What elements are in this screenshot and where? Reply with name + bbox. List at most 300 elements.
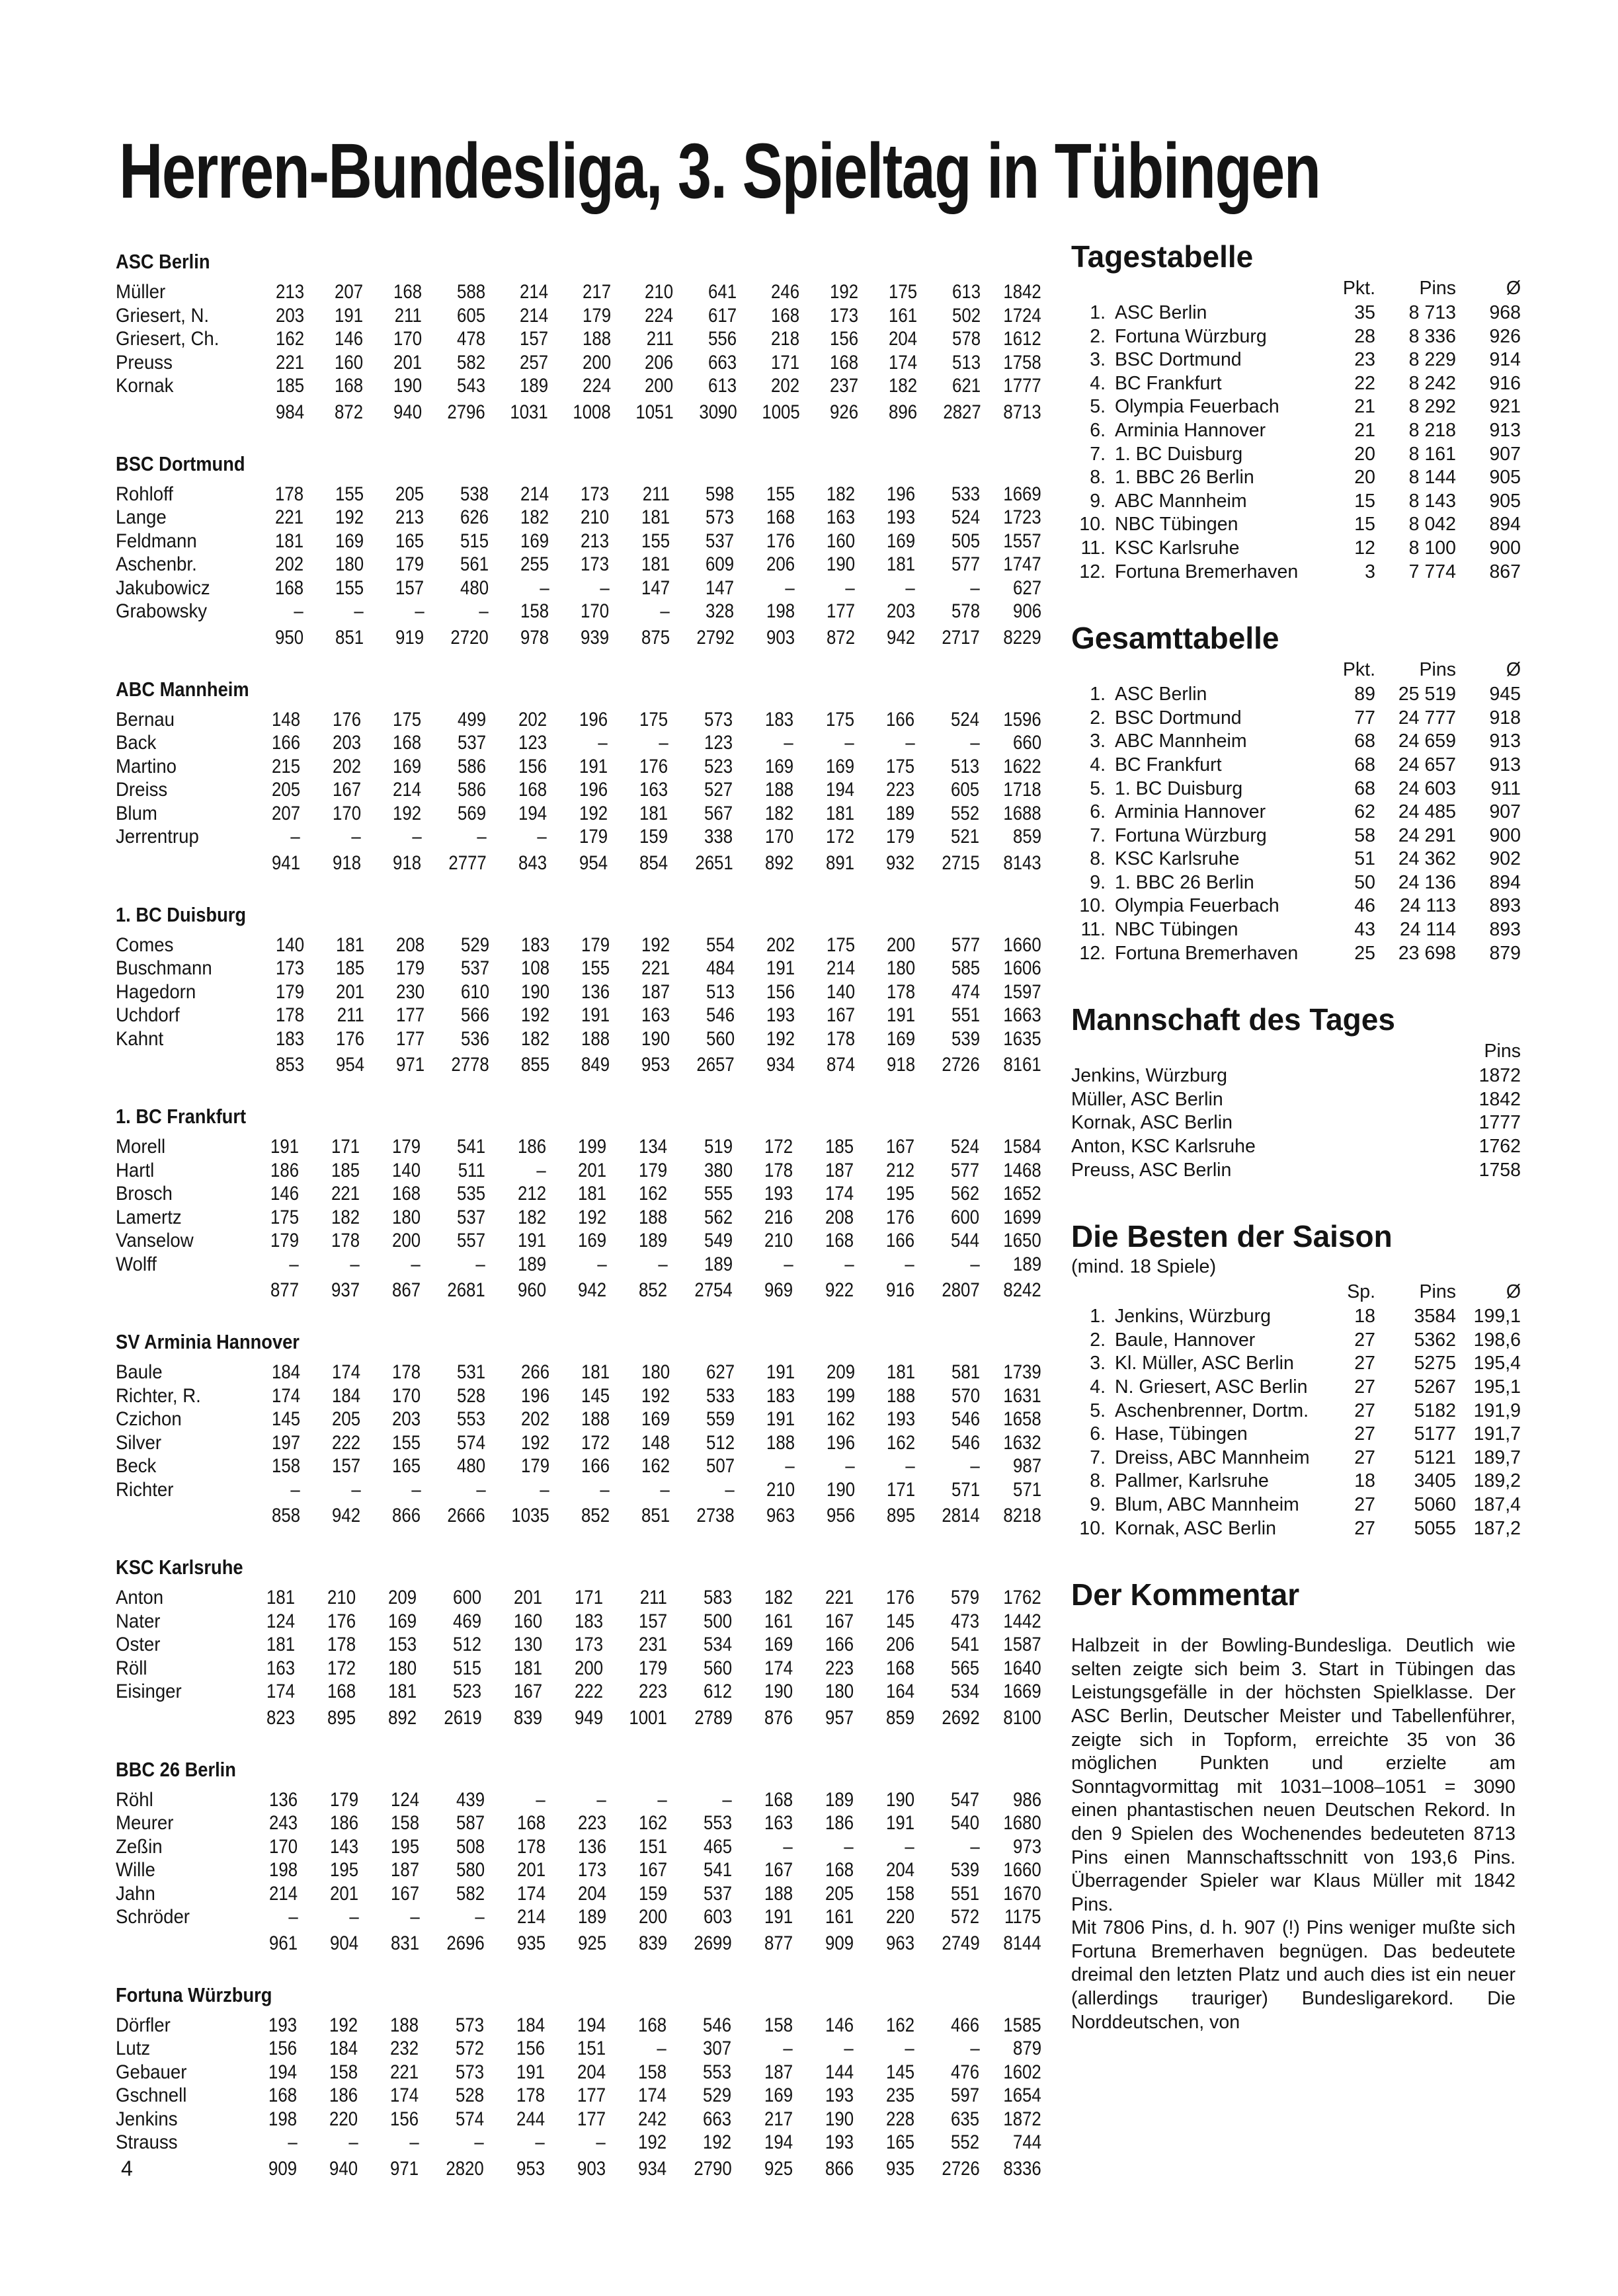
rank: 9. [1090, 490, 1106, 512]
score-cell: 1660 [1003, 1859, 1041, 1881]
score-cell: 170 [392, 1384, 421, 1407]
score-cell: 178 [392, 1361, 421, 1383]
score-cell: 147 [641, 576, 670, 599]
player-row [116, 1610, 1041, 1634]
standings-column [1071, 238, 1521, 2034]
total-cell: 925 [764, 2157, 793, 2180]
score-cell: 1670 [1003, 1882, 1041, 1905]
total-cell: 866 [392, 1505, 421, 1526]
score-cell: 537 [456, 1206, 485, 1228]
rank: 3. [1090, 731, 1106, 752]
score-cell: 174 [266, 1681, 296, 1702]
score-cell: 569 [458, 802, 487, 824]
score-cell: 179 [391, 1136, 421, 1158]
score-cell: 178 [827, 1027, 856, 1050]
score-cell: 155 [766, 483, 795, 505]
score-cell: 181 [514, 1657, 543, 1679]
score-cell: 191 [516, 2061, 545, 2083]
score-cell: 177 [396, 1004, 425, 1026]
points: 62 [1354, 801, 1375, 823]
total-cell: 855 [520, 1054, 549, 1076]
total-cell: 892 [387, 1706, 417, 1729]
score-cell: 190 [641, 1027, 670, 1050]
player-row [116, 576, 1041, 600]
points: 35 [1354, 302, 1375, 323]
score-cell: 465 [703, 1835, 733, 1858]
besten-der-saison-table [1071, 1279, 1521, 1540]
average: 893 [1489, 919, 1521, 941]
score-cell: 508 [456, 1835, 485, 1858]
team-name: Fortuna Bremerhaven [1115, 942, 1299, 964]
team-score-table [116, 1586, 1041, 1733]
points: 3 [1365, 561, 1375, 582]
mannschaft-des-tages-title: Mannschaft des Tages [1071, 1002, 1395, 1037]
col-pins-header: Pins [1419, 1281, 1456, 1303]
team-total-row [116, 1501, 1041, 1530]
score-cell: 140 [827, 980, 856, 1003]
score-cell: 168 [334, 375, 363, 397]
team-score-table [116, 933, 1041, 1080]
score-cell: – [970, 1253, 980, 1275]
score-cell: – [660, 600, 670, 622]
average: 913 [1489, 731, 1521, 752]
standings-row [1071, 777, 1521, 801]
standings-row [1071, 871, 1521, 895]
score-cell: – [410, 1906, 420, 1928]
score-cell: 174 [825, 1183, 854, 1205]
total-cell: 916 [886, 1279, 915, 1301]
rank: 8. [1090, 848, 1106, 870]
pins: 1842 [1478, 1088, 1521, 1110]
average: 968 [1489, 302, 1521, 323]
score-cell: 173 [577, 1859, 606, 1881]
pins: 1872 [1478, 1065, 1521, 1087]
score-cell: 162 [641, 1455, 670, 1477]
score-cell: – [600, 1478, 610, 1501]
score-cell: 1468 [1003, 1159, 1041, 1181]
player-row [116, 374, 1041, 398]
score-cell: 169 [886, 530, 916, 552]
score-cell: 162 [826, 1408, 856, 1430]
score-cell: 179 [581, 933, 610, 956]
score-cell: 231 [639, 1634, 668, 1655]
pins: 8 292 [1408, 396, 1456, 418]
total-cell: 925 [577, 1932, 606, 1954]
score-cell: 1688 [1003, 802, 1041, 824]
average: 911 [1490, 777, 1521, 799]
pins: 24 114 [1399, 919, 1456, 941]
rank: 12. [1079, 561, 1106, 582]
score-cell: 184 [329, 2038, 358, 2059]
score-cell: 528 [457, 1384, 486, 1407]
score-cell: 157 [519, 328, 548, 350]
score-cell: 170 [581, 600, 610, 622]
total-cell: 852 [581, 1505, 610, 1526]
player-row [1071, 1423, 1521, 1446]
table-header [1071, 656, 1521, 683]
score-cell: 160 [334, 351, 363, 374]
score-cell: 181 [641, 506, 670, 528]
total-cell: 942 [332, 1505, 361, 1526]
score-cell: 178 [275, 1004, 304, 1026]
kommentar-body [1071, 1634, 1516, 2034]
score-cell: 223 [886, 779, 915, 801]
score-cell: 205 [395, 483, 425, 505]
score-cell: 603 [703, 1906, 733, 1928]
score-cell: 1612 [1003, 328, 1041, 350]
average: 907 [1489, 443, 1521, 465]
score-cell: 162 [638, 1812, 667, 1834]
average: 913 [1489, 419, 1521, 441]
score-cell: 213 [581, 530, 610, 552]
score-cell: 212 [886, 1159, 915, 1181]
score-cell: 621 [952, 375, 981, 397]
score-cell: 211 [642, 483, 670, 505]
score-cell: 179 [886, 826, 915, 848]
score-cell: 586 [458, 755, 487, 777]
player-row [116, 1361, 1041, 1384]
score-cell: 179 [520, 1455, 549, 1477]
total-cell: 874 [827, 1054, 856, 1076]
score-cell: – [970, 1455, 980, 1477]
team-name: BSC Dortmund [116, 452, 245, 475]
score-cell: 134 [639, 1136, 668, 1158]
score-cell: 194 [825, 779, 854, 801]
total-cell: 918 [887, 1054, 916, 1076]
score-cell: 513 [952, 351, 981, 374]
pins: 5060 [1414, 1493, 1456, 1515]
pins: 8 144 [1408, 467, 1456, 489]
rank: 5. [1090, 396, 1106, 418]
player-name: Müller, ASC Berlin [1071, 1088, 1223, 1110]
score-cell: 178 [516, 2084, 545, 2106]
pins: 25 519 [1398, 684, 1456, 705]
score-cell: – [536, 1788, 546, 1811]
total-cell: 971 [390, 2157, 419, 2180]
player-row [116, 1004, 1041, 1027]
score-cell: 162 [275, 328, 304, 350]
points: 12 [1354, 537, 1375, 559]
score-cell: 181 [581, 1361, 610, 1383]
total-cell: 2807 [942, 1279, 980, 1301]
team-name: Arminia Hannover [1115, 419, 1266, 441]
standings-row [1071, 348, 1521, 372]
score-cell: 1442 [1003, 1610, 1041, 1632]
player-row [116, 1135, 1041, 1159]
score-cell: 547 [951, 1788, 980, 1811]
total-cell: 8713 [1003, 401, 1041, 423]
score-cell: 521 [951, 826, 980, 848]
pins: 8 242 [1408, 372, 1456, 394]
score-cell: 1650 [1003, 1230, 1041, 1251]
score-cell: 176 [766, 530, 795, 552]
score-cell: 151 [577, 2038, 606, 2059]
score-cell: 194 [268, 2061, 298, 2083]
score-cell: 585 [951, 957, 980, 979]
score-cell: 177 [826, 600, 855, 622]
rank: 1. [1090, 302, 1106, 323]
score-cell: 186 [329, 2084, 358, 2106]
score-cell: 627 [1012, 576, 1041, 599]
average: 900 [1489, 824, 1521, 846]
player-name: Richter [116, 1478, 174, 1501]
score-cell: 166 [272, 732, 301, 754]
total-cell: 849 [581, 1054, 610, 1076]
player-name: Morell [116, 1136, 166, 1158]
score-cell: 1585 [1003, 2014, 1041, 2036]
score-cell: 1747 [1003, 553, 1041, 575]
score-cell: 180 [391, 1206, 421, 1228]
score-cell: 172 [581, 1431, 610, 1454]
total-cell: 954 [579, 851, 608, 874]
score-cell: 181 [266, 1587, 296, 1608]
score-cell: 173 [275, 957, 304, 979]
score-cell: 189 [825, 1788, 854, 1811]
team-score-table [116, 1788, 1041, 1958]
score-cell: 1635 [1003, 1027, 1041, 1050]
team-name: BSC Dortmund [1115, 707, 1242, 729]
total-cell: 831 [391, 1932, 420, 1954]
score-cell: 529 [460, 933, 489, 956]
player-name: Röhl [116, 1788, 153, 1811]
score-cell: 220 [329, 2108, 358, 2130]
total-cell: 903 [577, 2157, 606, 2180]
total-cell: 851 [335, 626, 364, 649]
score-cell: 986 [1012, 1788, 1041, 1811]
team-name: ABC Mannheim [116, 677, 249, 701]
score-cell: 206 [645, 351, 674, 374]
score-cell: 167 [827, 1004, 856, 1026]
player-row [116, 351, 1041, 375]
score-cell: 198 [268, 2108, 298, 2130]
pins: 8 143 [1408, 490, 1456, 512]
score-cell: 200 [391, 1230, 421, 1251]
score-cell: – [844, 2038, 854, 2059]
player-name: Jahn [116, 1882, 155, 1905]
points: 15 [1354, 514, 1375, 535]
score-cell: 173 [581, 553, 610, 575]
score-cell: 535 [456, 1183, 485, 1205]
total-cell: 2681 [447, 1279, 485, 1301]
score-cell: – [409, 2131, 419, 2153]
score-cell: 176 [639, 755, 668, 777]
score-cell: 161 [825, 1906, 854, 1928]
score-cell: – [970, 576, 980, 599]
score-cell: 196 [579, 779, 608, 801]
score-cell: 176 [886, 1587, 915, 1608]
score-cell: 169 [578, 1230, 607, 1251]
score-cell: 255 [520, 553, 549, 575]
player-row [1071, 1159, 1521, 1183]
pins: 24 659 [1398, 731, 1456, 752]
rank: 9. [1090, 1493, 1106, 1515]
score-cell: 174 [272, 1384, 301, 1407]
score-cell: 1652 [1003, 1183, 1041, 1205]
score-cell: 195 [330, 1859, 359, 1881]
player-row [116, 2037, 1041, 2061]
team-block [116, 902, 1041, 1080]
score-cell: 178 [887, 980, 916, 1003]
score-cell: 145 [581, 1384, 610, 1407]
pins: 5182 [1414, 1400, 1456, 1421]
score-cell: 166 [825, 1634, 854, 1655]
score-cell: 221 [331, 1183, 360, 1205]
score-cell: 534 [704, 1634, 733, 1655]
score-cell: 186 [517, 1136, 546, 1158]
player-name: Zeßin [116, 1835, 163, 1858]
score-cell: 214 [393, 779, 422, 801]
total-cell: 2720 [450, 626, 489, 649]
score-cell: 196 [579, 708, 608, 731]
points: 68 [1354, 777, 1375, 799]
score-cell: 169 [393, 755, 422, 777]
score-cell: 179 [579, 826, 608, 848]
score-cell: 188 [639, 1206, 668, 1228]
score-cell: 182 [826, 483, 855, 505]
score-cell: 165 [395, 530, 425, 552]
total-cell: 918 [393, 851, 422, 874]
score-cell: 480 [457, 1455, 486, 1477]
score-cell: 201 [330, 1882, 359, 1905]
rank: 6. [1090, 419, 1106, 441]
total-cell: 895 [887, 1505, 916, 1526]
rank: 8. [1090, 1470, 1106, 1492]
score-cell: 215 [272, 755, 301, 777]
score-cell: 182 [765, 802, 794, 824]
score-cell: 205 [332, 1408, 361, 1430]
total-cell: 875 [641, 626, 670, 649]
score-cell: 189 [886, 802, 915, 824]
total-cell: 934 [638, 2157, 667, 2180]
score-cell: – [600, 576, 610, 599]
player-row [1071, 1305, 1521, 1329]
score-cell: 182 [517, 1206, 546, 1228]
score-cell: 1632 [1003, 1431, 1041, 1454]
score-cell: 188 [582, 328, 611, 350]
score-cell: 167 [391, 1882, 420, 1905]
score-cell: 582 [456, 1882, 485, 1905]
player-row [116, 1454, 1041, 1478]
score-cell: 194 [577, 2014, 606, 2036]
team-name: Fortuna Würzburg [116, 1983, 272, 2006]
player-name: Richter, R. [116, 1384, 201, 1407]
score-cell: 178 [331, 1230, 360, 1251]
player-name: Anton, KSC Karlsruhe [1071, 1136, 1256, 1158]
player-row [116, 2084, 1041, 2108]
score-cell: 566 [460, 1004, 489, 1026]
score-cell: 211 [337, 1004, 364, 1026]
gesamttabelle-title: Gesamttabelle [1071, 621, 1279, 656]
points: 68 [1354, 731, 1375, 752]
besten-der-saison-title: Die Besten der Saison [1071, 1219, 1393, 1254]
page-number: 4 [121, 2157, 133, 2180]
table-header [1071, 275, 1521, 301]
average: 916 [1489, 372, 1521, 394]
score-cell: 212 [517, 1183, 546, 1205]
score-cell: – [536, 1159, 546, 1181]
rank: 5. [1090, 777, 1106, 799]
player-row [116, 304, 1041, 328]
points: 15 [1354, 490, 1375, 512]
score-cell: 221 [390, 2061, 419, 2083]
score-cell: 156 [516, 2038, 545, 2059]
player-row [116, 1431, 1041, 1455]
score-cell: 217 [582, 281, 611, 303]
pins: 24 603 [1398, 777, 1456, 799]
score-cell: 744 [1012, 2131, 1041, 2153]
total-cell: 2777 [448, 851, 487, 874]
rank: 11. [1080, 537, 1106, 559]
total-cell: 953 [516, 2157, 545, 2180]
score-cell: 188 [581, 1408, 610, 1430]
score-cell: 546 [703, 2014, 732, 2036]
score-cell: 536 [460, 1027, 489, 1050]
score-cell: 189 [1012, 1253, 1041, 1275]
player-row [116, 2014, 1041, 2038]
mannschaft-des-tages-section [1071, 1001, 1521, 1182]
total-cell: 8161 [1003, 1054, 1041, 1076]
score-cell: 214 [519, 281, 548, 303]
player-name: Kahnt [116, 1027, 164, 1050]
score-cell: 162 [639, 1183, 668, 1205]
player-name: Pallmer, Karlsruhe [1115, 1470, 1269, 1492]
average: 187,4 [1473, 1493, 1521, 1515]
score-cell: 196 [886, 483, 916, 505]
total-cell: 971 [396, 1054, 425, 1076]
score-cell: 189 [519, 375, 548, 397]
score-cell: 184 [332, 1384, 361, 1407]
total-cell: 2696 [446, 1932, 485, 1954]
pins: 23 698 [1398, 942, 1456, 964]
total-cell: 876 [764, 1706, 793, 1729]
score-cell: 1669 [1003, 483, 1041, 505]
player-row [116, 1384, 1041, 1408]
pins: 8 336 [1408, 325, 1456, 347]
kommentar-paragraph: Mit 7806 Pins, d. h. 907 (!) Pins weniger mußte sich Fortuna Bremerhaven begnügen. Das bedeutete dreimal den letzten Platz und auch dies ist ein neuer (allerdings trauriger) Bundesligarekord. Die Norddeutschen, von [1071, 1917, 1516, 2033]
score-cell: 546 [706, 1004, 735, 1026]
score-cell: 213 [275, 281, 304, 303]
score-cell: 513 [706, 980, 735, 1003]
score-cell: 181 [641, 553, 670, 575]
total-cell: 953 [641, 1054, 670, 1076]
points: 77 [1354, 707, 1375, 729]
score-cell: 169 [520, 530, 549, 552]
score-cell: 546 [951, 1431, 980, 1454]
player-name: Grabowsky [116, 600, 208, 622]
player-name: Kornak, ASC Berlin [1071, 1112, 1233, 1134]
player-row [116, 2131, 1041, 2155]
score-cell: 183 [275, 1027, 304, 1050]
score-cell: 1699 [1003, 1206, 1041, 1228]
score-cell: – [844, 732, 854, 754]
total-cell: 2749 [941, 1932, 980, 1954]
score-cell: 173 [830, 304, 859, 327]
score-cell: – [475, 1253, 485, 1275]
player-row [116, 1229, 1041, 1253]
score-cell: 203 [886, 600, 916, 622]
total-cell: 8143 [1003, 851, 1041, 874]
player-name: Martino [116, 755, 177, 777]
games: 27 [1354, 1493, 1375, 1515]
kommentar-title: Der Kommentar [1071, 1577, 1300, 1612]
besten-der-saison-note: (mind. 18 Spiele) [1071, 1256, 1217, 1278]
total-cell: 872 [334, 401, 363, 423]
standings-row [1071, 301, 1521, 325]
score-cell: 541 [703, 1859, 733, 1881]
score-cell: 223 [825, 1657, 854, 1679]
score-cell: 146 [270, 1183, 299, 1205]
score-cell: 181 [825, 802, 854, 824]
